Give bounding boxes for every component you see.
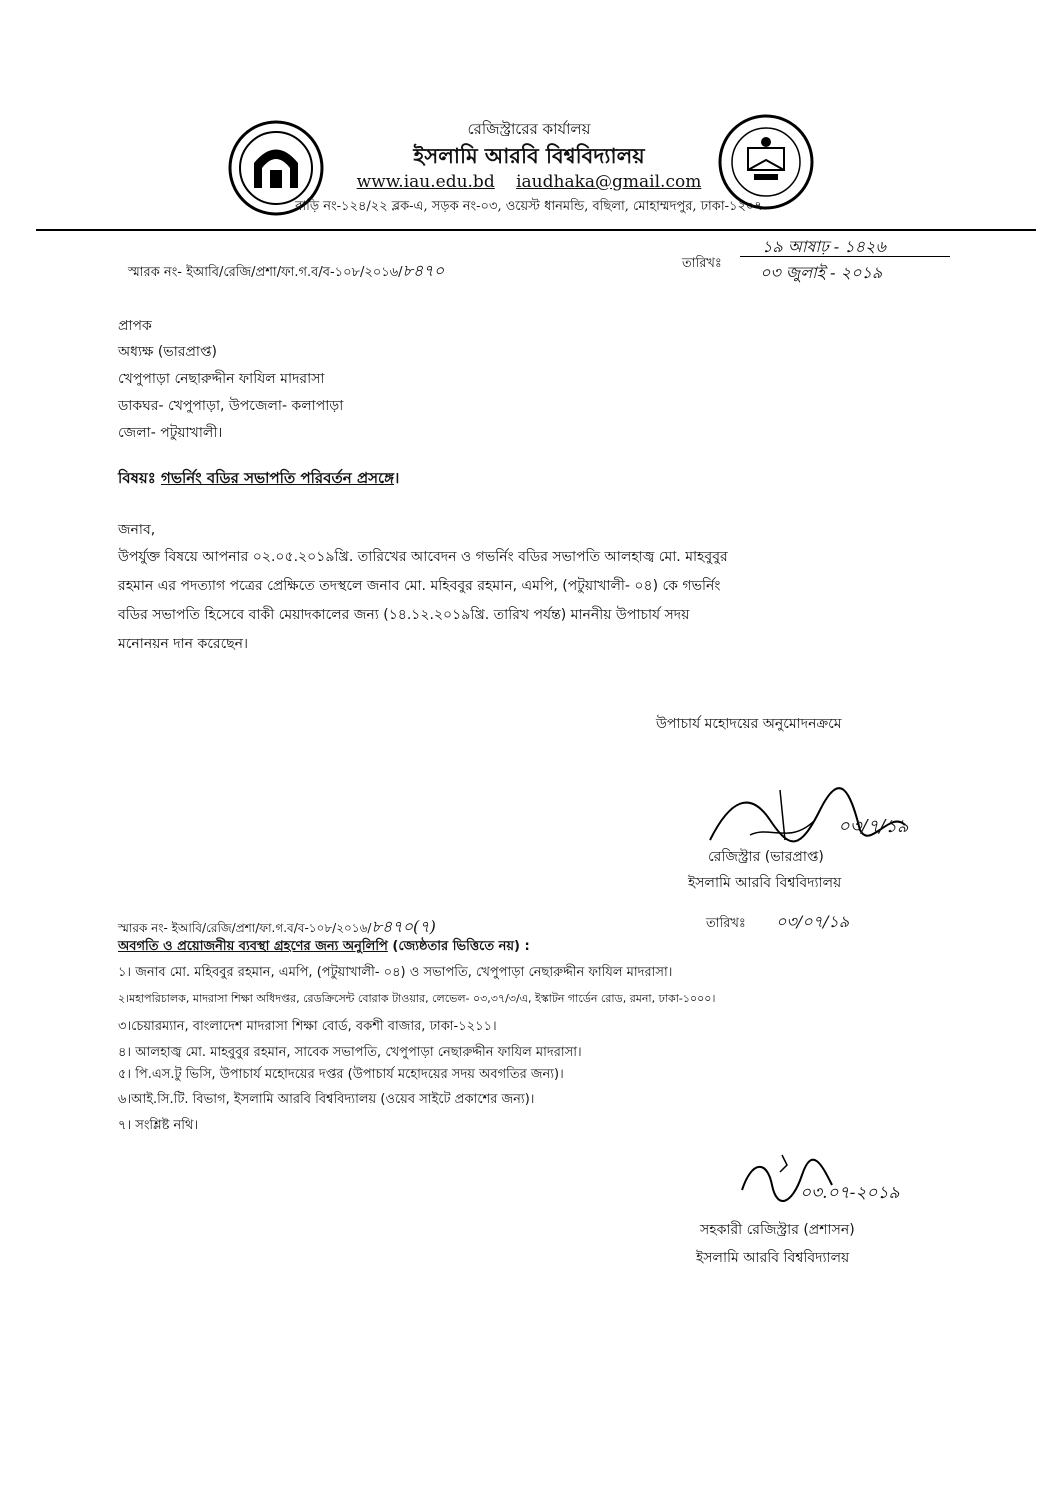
subject-line (118, 467, 399, 492)
recipient-line: ডাকঘর- খেপুপাড়া, উপজেলা- কলাপাড়া (118, 398, 344, 414)
contact-line (0, 172, 1058, 192)
subject-end: । (394, 469, 400, 487)
assistant-registrar-signature-date: ০৩.০৭-২০১৯ (800, 1183, 900, 1203)
registrar-org: ইসলামি আরবি বিশ্ববিদ্যালয় (688, 875, 842, 891)
address-line: বাড়ি নং-১২৪/২২ ব্লক-এ, সড়ক নং-০৩, ওয়েস্ট ধানমন্ডি, বছিলা, মোহাম্মদপুর, ঢাকা-১২০৭ (295, 199, 763, 214)
copy-item: ৬।আই.সি.টি. বিভাগ, ইসলামি আরবি বিশ্ববিদ্যালয় (ওয়েব সাইটে প্রকাশের জন্য)। (118, 1092, 535, 1107)
memo-date-english: ০৩ জুলাই - ২০১৯ (760, 263, 883, 282)
recipient-line: খেপুপাড়া নেছারুদ্দীন ফাযিল মাদরাসা (118, 371, 325, 387)
copy-ref-number: ৮৪৭০(৭) (371, 917, 436, 936)
copy-item: ১। জনাব মো. মহিববুর রহমান, এমপি, (পটুয়াখালী- ০৪) ও সভাপতি, খেপুপাড়া নেছারুদ্দীন ফাযিল মাদরাসা। (118, 965, 673, 980)
memo-reference (128, 258, 444, 285)
office-title: রেজিস্ট্রারের কার্যালয় (467, 120, 591, 138)
date-divider (740, 256, 950, 257)
salutation: জনাব, (118, 522, 156, 538)
recipient-heading: প্রাপক (118, 318, 152, 334)
copy-heading-text: অবগতি ও প্রয়োজনীয় ব্যবস্থা গ্রহণের জন্য অনুলিপি (118, 939, 388, 954)
recipient-line: অধ্যক্ষ (ভারপ্রাপ্ত) (118, 344, 217, 360)
header-divider (36, 229, 1036, 231)
body-line: উপর্যুক্ত বিষয়ে আপনার ০২.০৫.২০১৯খ্রি. তারিখের আবেদন ও গভর্নিং বডির সভাপতি আলহাজ্ব মো. মাহবুবুর (118, 549, 728, 565)
copy-heading-note: (জ্যেষ্ঠতার ভিত্তিতে নয়) : (392, 939, 530, 954)
email-link[interactable]: iaudhaka@gmail.com (516, 172, 702, 192)
registrar-title: রেজিস্ট্রার (ভারপ্রাপ্ত) (708, 849, 824, 865)
registrar-signature-date: ০৩/৭/১৯ (838, 816, 909, 837)
body-line: রহমান এর পদত্যাগ পত্রের প্রেক্ষিতে তদস্থলে জনাব মো. মহিববুর রহমান, এমপি, (পটুয়াখালী- ০৪) কে গভর্নিং (118, 578, 721, 594)
university-name: ইসলামি আরবি বিশ্ববিদ্যালয় (413, 143, 645, 168)
subject-text: গভর্নিং বডির সভাপতি পরিবর্তন প্রসঙ্গে (160, 469, 395, 487)
copy-item: ৫। পি.এস.টু ভিসি, উপাচার্য মহোদয়ের দপ্তর (উপাচার্য মহোদয়ের সদয় অবগতির জন্য)। (118, 1067, 564, 1082)
memo-date-bangla: ১৯ আষাঢ় - ১৪২৬ (762, 237, 886, 256)
recipient-line: জেলা- পটুয়াখালী। (118, 425, 223, 441)
copy-item: ৭। সংশ্লিষ্ট নথি। (118, 1118, 199, 1133)
memo-ref-number: ৮৪৭০ (402, 261, 445, 280)
body-line: মনোনয়ন দান করেছেন। (118, 636, 249, 652)
memo-date-label: তারিখঃ (682, 256, 722, 271)
copy-item: ২।মহাপরিচালক, মাদরাসা শিক্ষা অধিদপ্তর, রেডক্রিসেন্ট বোরাক টাওয়ার, লেভেল- ০৩,৩৭/৩/এ, ইস্কাটন গার্ডেন রোড, রমনা, ঢাকা-১০০০। (118, 992, 716, 1005)
copy-item: ৪। আলহাজ্ব মো. মাহবুবুর রহমান, সাবেক সভাপতি, খেপুপাড়া নেছারুদ্দীন ফাযিল মাদরাসা। (118, 1045, 582, 1060)
copy-date: ০৩/০৭/১৯ (776, 912, 850, 931)
copy-date-label: তারিখঃ (706, 916, 746, 931)
copy-heading (118, 937, 530, 958)
copy-item: ৩।চেয়ারম্যান, বাংলাদেশ মাদরাসা শিক্ষা বোর্ড, বকশী বাজার, ঢাকা-১২১১। (118, 1019, 497, 1034)
body-line: বডির সভাপতি হিসেবে বাকী মেয়াদকালের জন্য (১৪.১২.২০১৯খ্রি. তারিখ পর্যন্ত) মাননীয় উপাচার্য সদয় (118, 607, 690, 623)
memo-ref-label: স্মারক নং- ইআবি/রেজি/প্রশা/ফা.গ.ব/ব-১০৮/২০১৬/ (128, 265, 403, 280)
approval-note: উপাচার্য মহোদয়ের অনুমোদনক্রমে (656, 716, 842, 732)
assistant-registrar-org: ইসলামি আরবি বিশ্ববিদ্যালয় (696, 1250, 850, 1266)
subject-label: বিষয়ঃ (118, 469, 156, 487)
website-link[interactable]: www.iau.edu.bd (356, 172, 495, 192)
assistant-registrar-title: সহকারী রেজিস্ট্রার (প্রশাসন) (700, 1222, 855, 1238)
copy-ref-label: স্মারক নং- ইআবি/রেজি/প্রশা/ফা.গ.ব/ব-১০৮/২০১৬/ (118, 921, 372, 935)
